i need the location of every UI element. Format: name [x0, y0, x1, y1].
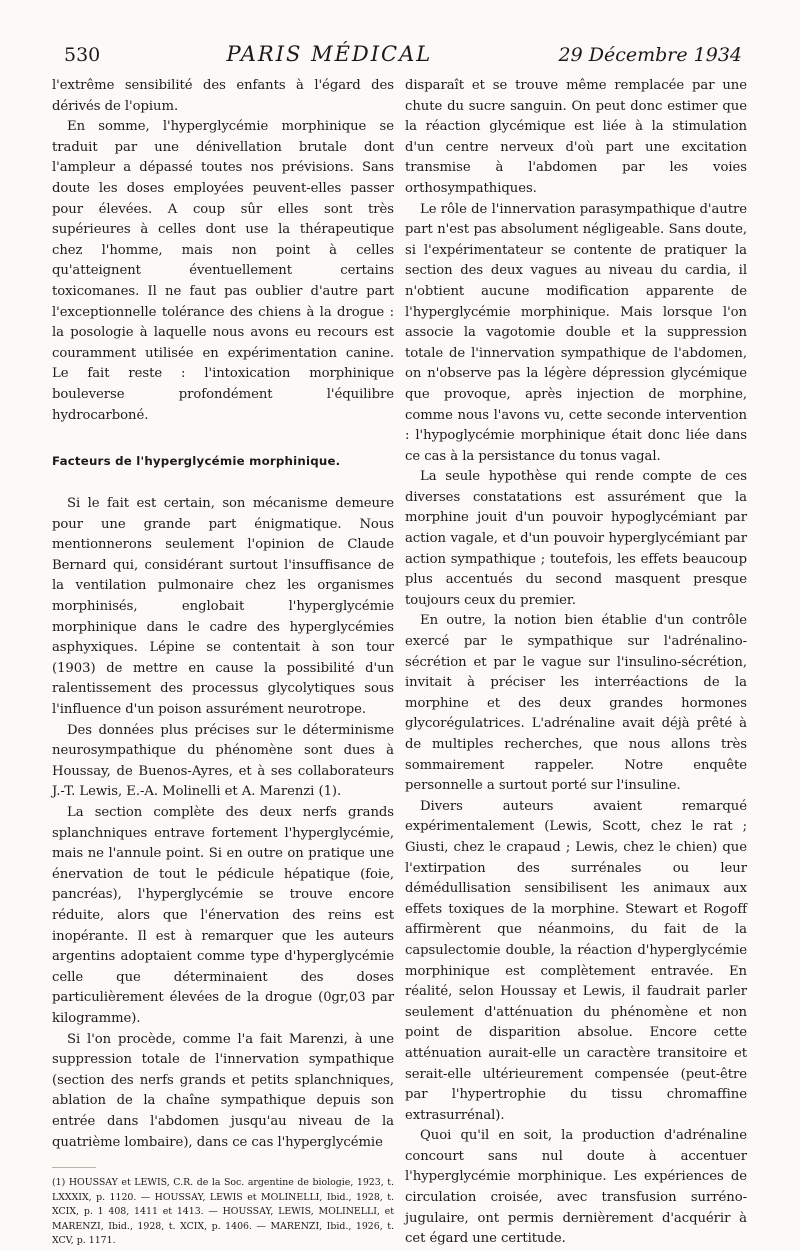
page-header	[64, 42, 742, 74]
paragraph: En somme, l'hyperglycémie morphinique se traduit par une dénivellation brutale dont l'ampleur a dépassé toutes nos prévisions. Sans doute les doses employées peuvent-elles passer pour élevées. A coup sûr elles sont très supérieures à celles dont use la thérapeutique chez l'homme, mais non point à celles qu'atteignent éventuellement certains toxicomanes. Il ne faut pas oublier d'autre part l'exceptionnelle tolérance des chiens à la drogue : la posologie à laquelle nous avons eu recours est couramment utilisée en expérimentation canine. Le fait reste : l'intoxication morphinique bouleverse profondément l'équilibre hydrocarboné.	[52, 119, 394, 423]
left-column	[52, 76, 394, 1249]
issue-date: 29 Décembre 1934	[558, 44, 742, 66]
page-number: 530	[64, 44, 101, 66]
paragraph: Si l'on procède, comme l'a fait Marenzi, à une suppression totale de l'innervation sympathique (section des nerfs grands et petits splanchniques, ablation de la chaîne sympathique depuis son entrée dans l'abdomen jusqu'au niveau de la quatrième lombaire), dans ce cas l'hyperglycémie	[52, 1031, 394, 1150]
paragraph: Quoi qu'il en soit, la production d'adrénaline concourt sans nul doute à accentuer l'hyperglycémie morphinique. Les expériences de circulation croisée, avec transfusion surréno-jugulaire, ont permis dernièrement d'acquérir à cet égard une certitude.	[405, 1128, 747, 1247]
paragraph: La seule hypothèse qui rende compte de ces diverses constatations est assurément que la morphine jouit d'un pouvoir hypoglycémiant par action vagale, et d'un pouvoir hyperglycémiant par action sympathique ; toutefois, les effets beaucoup plus accentués du second masquent presque toujours ceux du premier.	[405, 469, 747, 608]
paragraph: l'extrême sensibilité des enfants à l'égard des dérivés de l'opium.	[52, 78, 394, 114]
section-heading: Facteurs de l'hyperglycémie morphinique.	[52, 454, 341, 469]
paragraph: Divers auteurs avaient remarqué expérimentalement (Lewis, Scott, chez le rat ; Giusti, chez le crapaud ; Lewis, chez le chien) que l'extirpation des surrénales ou leur démédullisation sensibilisent les animaux aux effets toxiques de la morphine. Stewart et Rogoff affirmèrent que néanmoins, du fait de la capsulectomie double, la réaction d'hyperglycémie morphinique est complètement entravée. En réalité, selon Houssay et Lewis, il faudrait parler seulement d'atténuation du phénomène et non point de disparition absolue. Encore cette atténuation aurait-elle un caractère transitoire et serait-elle ultérieurement compensée (peut-être par l'hypertrophie du tissu chromaffine extrasurrénal).	[405, 798, 747, 1123]
paragraph: Si le fait est certain, son mécanisme demeure pour une grande part énigmatique. Nous mentionnerons seulement l'opinion de Claude Bernard qui, considérant surtout l'insuffisance de la ventilation pulmonaire chez les organismes morphinisés, englobait l'hyperglycémie morphinique dans le cadre des hyperglycémies asphyxiques. Lépine se contentait à son tour (1903) de mettre en cause la possibilité d'un ralentissement des processus glycolytiques sous l'influence d'un poison assurément neurotrope.	[52, 496, 394, 718]
journal-title: PARIS MÉDICAL	[226, 42, 433, 66]
paragraph: En outre, la notion bien établie d'un contrôle exercé par le sympathique sur l'adrénalino-sécrétion et par le vague sur l'insulino-sécrétion, invitait à préciser les interréactions de la morphine et des deux grandes hormones glycorégulatrices. L'adrénaline avait déjà prêté à de multiples recherches, que nous allons très sommairement rappeler. Notre enquête personnelle a surtout porté sur l'insuline.	[405, 613, 747, 794]
paragraph: Le rôle de l'innervation parasympathique d'autre part n'est pas absolument négligeable. Sans doute, si l'expérimentateur se contente de pratiquer la section des deux vagues au niveau du cardia, il n'obtient aucune modification apparente de l'hyperglycémie morphinique. Mais lorsque l'on associe la vagotomie double et la suppression totale de l'innervation sympathique de l'abdomen, on n'observe pas la légère dépression glycémique que provoque, après injection de morphine, comme nous l'avons vu, cette seconde intervention : l'hypoglycémie morphinique était donc liée dans ce cas à la persistance du tonus vagal.	[405, 201, 747, 464]
right-column	[405, 76, 747, 1250]
paragraph: Des données plus précises sur le déterminisme neurosympathique du phénomène sont dues à Houssay, de Buenos-Ayres, et à ses collaborateurs J.-T. Lewis, E.-A. Molinelli et A. Marenzi (1).	[52, 722, 394, 800]
footnote-divider	[52, 1167, 96, 1168]
paragraph: disparaît et se trouve même remplacée par une chute du sucre sanguin. On peut donc estimer que la réaction glycémique est liée à la stimulation d'un centre nerveux d'où part une excitation transmise à l'abdomen par les voies orthosympathiques.	[405, 78, 747, 196]
footnote: (1) HOUSSAY et LEWIS, C.R. de la Soc. argentine de biologie, 1923, t. LXXXIX, p. 1120. — HOUSSAY, LEWIS et MOLINELLI, Ibid., 1928, t. XCIX, p. 1 408, 1411 et 1413. — HOUSSAY, LEWIS, MOLINELLI, et MARENZI, Ibid., 1928, t. XCIX, p. 1406. — MARENZI, Ibid., 1926, t. XCV, p. 1171.	[52, 1177, 394, 1247]
paragraph: La section complète des deux nerfs grands splanchniques entrave fortement l'hyperglycémie, mais ne l'annule point. Si en outre on pratique une énervation de tout le pédicule hépatique (foie, pancréas), l'hyperglycémie se trouve encore réduite, alors que l'énervation des reins est inopérante. Il est à remarquer que les auteurs argentins adoptaient comme type d'hyperglycémie celle que déterminaient des doses particulièrement élevées de la drogue (0gr,03 par kilogramme).	[52, 805, 394, 1026]
